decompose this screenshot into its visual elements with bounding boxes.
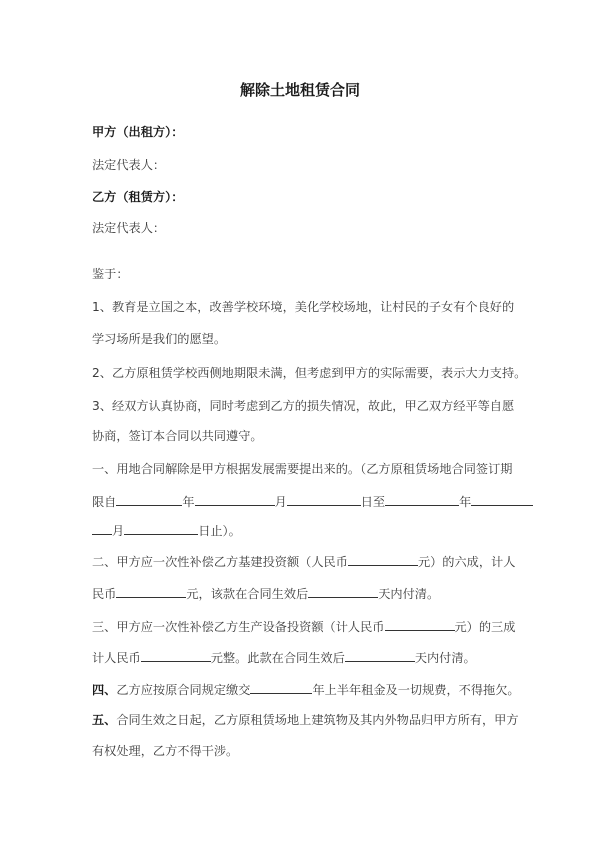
clause-2-text: 民币 (92, 587, 117, 601)
clause-3-line-2 (92, 649, 532, 666)
clause-3-text: 元整。此款在合同生效后 (210, 651, 345, 665)
clause-2-text: 元，该款在合同生效后 (186, 587, 309, 601)
clause-1-text: 年 (182, 495, 195, 509)
recital-1-line-1: 1、教育是立国之本，改善学校环境，美化学校场地，让村民的子女有个良好的 (92, 300, 515, 314)
clause-3-text: 天内付清。 (414, 651, 476, 665)
blank-field[interactable] (116, 585, 186, 598)
blank-field[interactable] (345, 649, 415, 662)
blank-field[interactable] (124, 522, 198, 535)
whereas-heading: 鉴于： (92, 267, 129, 281)
clause-2-text: 元）的六成，计人 (417, 555, 516, 569)
recital-3-line-1: 3、经双方认真协商，同时考虑到乙方的损失情况，故此，甲乙双方经平等自愿 (92, 399, 515, 413)
blank-field[interactable] (287, 493, 361, 506)
blank-field[interactable] (471, 493, 533, 506)
blank-field[interactable] (250, 681, 312, 694)
blank-field[interactable] (308, 585, 378, 598)
blank-field[interactable] (385, 493, 459, 506)
clause-4-text: 乙方应按原合同规定缴交 (116, 683, 251, 697)
blank-field[interactable] (141, 649, 211, 662)
party-a-label: 甲方（出租方）： (92, 125, 184, 139)
clause-5-line-1 (92, 712, 532, 728)
blank-field[interactable] (348, 553, 418, 566)
clause-5-line-2: 有权处理，乙方不得干涉。 (92, 744, 239, 758)
clause-number: 五、 (92, 713, 117, 727)
clause-1-text: 限自 (92, 495, 117, 509)
blank-field[interactable] (116, 493, 182, 506)
clause-1-text: 日至 (360, 495, 386, 509)
clause-4-text: 年上半年租金及一切规费，不得拖欠。 (312, 683, 520, 697)
clause-1-text: 日止）。 (198, 524, 241, 538)
clause-1-text: 年 (459, 495, 472, 509)
clause-1-line-3 (92, 522, 532, 539)
clause-number: 四、 (92, 683, 117, 697)
clause-2-line-2 (92, 585, 532, 602)
party-b-label: 乙方（租赁方）： (92, 190, 184, 204)
recital-2: 2、乙方原租赁学校西侧地期限未满，但考虑到甲方的实际需要，表示大力支持。 (92, 366, 527, 380)
clause-2-text: 天内付清。 (378, 587, 440, 601)
party-b-representative: 法定代表人： (92, 221, 166, 235)
recital-1-line-2: 学习场所是我们的愿望。 (92, 332, 227, 346)
document-title: 解除土地租赁合同 (239, 81, 360, 99)
clause-1-text: 月 (274, 495, 287, 509)
recital-3-line-2: 协商，签订本合同以共同遵守。 (92, 429, 263, 443)
clause-3-line-1 (92, 618, 532, 635)
clause-5-text: 合同生效之日起，乙方原租赁场地上建筑物及其内外物品归甲方所有，甲方 (116, 713, 519, 727)
clause-3-text: 元）的三成 (454, 620, 516, 634)
clause-2-line-1 (92, 553, 532, 570)
party-a-representative: 法定代表人： (92, 158, 166, 172)
blank-field[interactable] (92, 522, 112, 535)
clause-1-line-2 (92, 493, 532, 510)
clause-2-text: 二、甲方应一次性补偿乙方基建投资额（人民币 (92, 555, 348, 569)
clause-3-text: 计人民币 (92, 651, 141, 665)
clause-1-line-1: 一、用地合同解除是甲方根据发展需要提出来的。（乙方原租赁场地合同签订期 (92, 462, 513, 476)
blank-field[interactable] (385, 618, 455, 631)
clause-3-text: 三、甲方应一次性补偿乙方生产设备投资额（计人民币 (92, 620, 385, 634)
clause-4 (92, 681, 532, 698)
blank-field[interactable] (195, 493, 275, 506)
clause-1-text: 月 (112, 524, 125, 538)
